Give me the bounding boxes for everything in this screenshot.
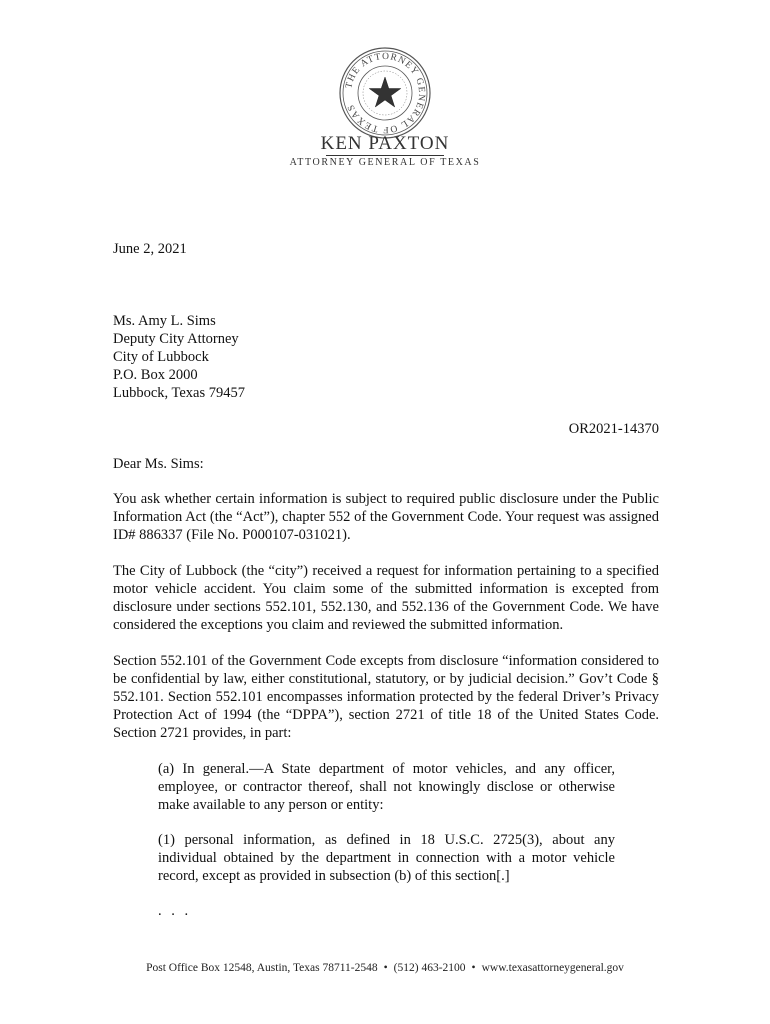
masthead-divider xyxy=(326,155,444,156)
footer-phone: (512) 463-2100 xyxy=(393,962,466,974)
block-quote: (1) personal information, as defined in 18 U.S.C. 2725(3), about any individual obtained by the department in connection with a motor vehicle record, except as provided in subsection (b) of this section[.] xyxy=(158,832,615,884)
block-quote: (a) In general.—A State department of motor vehicles, and any officer, employee, or contractor thereof, shall not knowingly disclose or otherwise make available to any person or entity: xyxy=(158,761,615,813)
body-paragraph: Section 552.101 of the Government Code excepts from disclosure “information considered to be confidential by law, either constitutional, statutory, or by judicial decision.” Gov’t Code § 552.101. Section 552.101 encompasses information protected by the federal Driver’s Privacy Protection Act of 1994 (the “DPPA”), section 2721 of title 18 of the United States Code. Section 2721 provides, in part: xyxy=(113,653,659,741)
svg-text:THE ATTORNEY GENERAL OF TEXAS: THE ATTORNEY GENERAL OF TEXAS xyxy=(344,51,427,135)
footer-separator: • xyxy=(471,962,476,974)
recipient-address xyxy=(113,312,245,402)
body-paragraph: The City of Lubbock (the “city”) received a request for information pertaining to a specified motor vehicle accident. You claim some of the submitted information is excepted from disclosure under sections 552.101, 552.130, and 552.136 of the Government Code. We have considered the exceptions you claim and reviewed the submitted information. xyxy=(113,563,659,633)
salutation: Dear Ms. Sims: xyxy=(113,456,204,472)
body-paragraph: You ask whether certain information is subject to required public disclosure under the Public Information Act (the “Act”), chapter 552 of the Government Code. Your request was assigned ID# 886337 (File No. P000107-031021). xyxy=(113,491,659,543)
letter-date: June 2, 2021 xyxy=(113,241,187,257)
reference-number: OR2021-14370 xyxy=(568,421,659,437)
footer xyxy=(0,962,770,974)
recipient-position: Deputy City Attorney xyxy=(113,331,239,347)
quote-ellipsis: . . . xyxy=(158,903,192,919)
recipient-name: Ms. Amy L. Sims xyxy=(113,313,216,329)
recipient-organization: City of Lubbock xyxy=(113,349,209,365)
recipient-po-box: P.O. Box 2000 xyxy=(113,367,198,383)
masthead-title: ATTORNEY GENERAL OF TEXAS xyxy=(289,157,481,168)
footer-separator: • xyxy=(383,962,388,974)
attorney-general-seal-icon xyxy=(338,46,432,140)
masthead-name: KEN PAXTON xyxy=(320,133,450,154)
recipient-city-state-zip: Lubbock, Texas 79457 xyxy=(113,385,246,401)
footer-address: Post Office Box 12548, Austin, Texas 78711-2548 xyxy=(146,962,378,974)
footer-website[interactable]: www.texasattorneygeneral.gov xyxy=(481,962,624,974)
